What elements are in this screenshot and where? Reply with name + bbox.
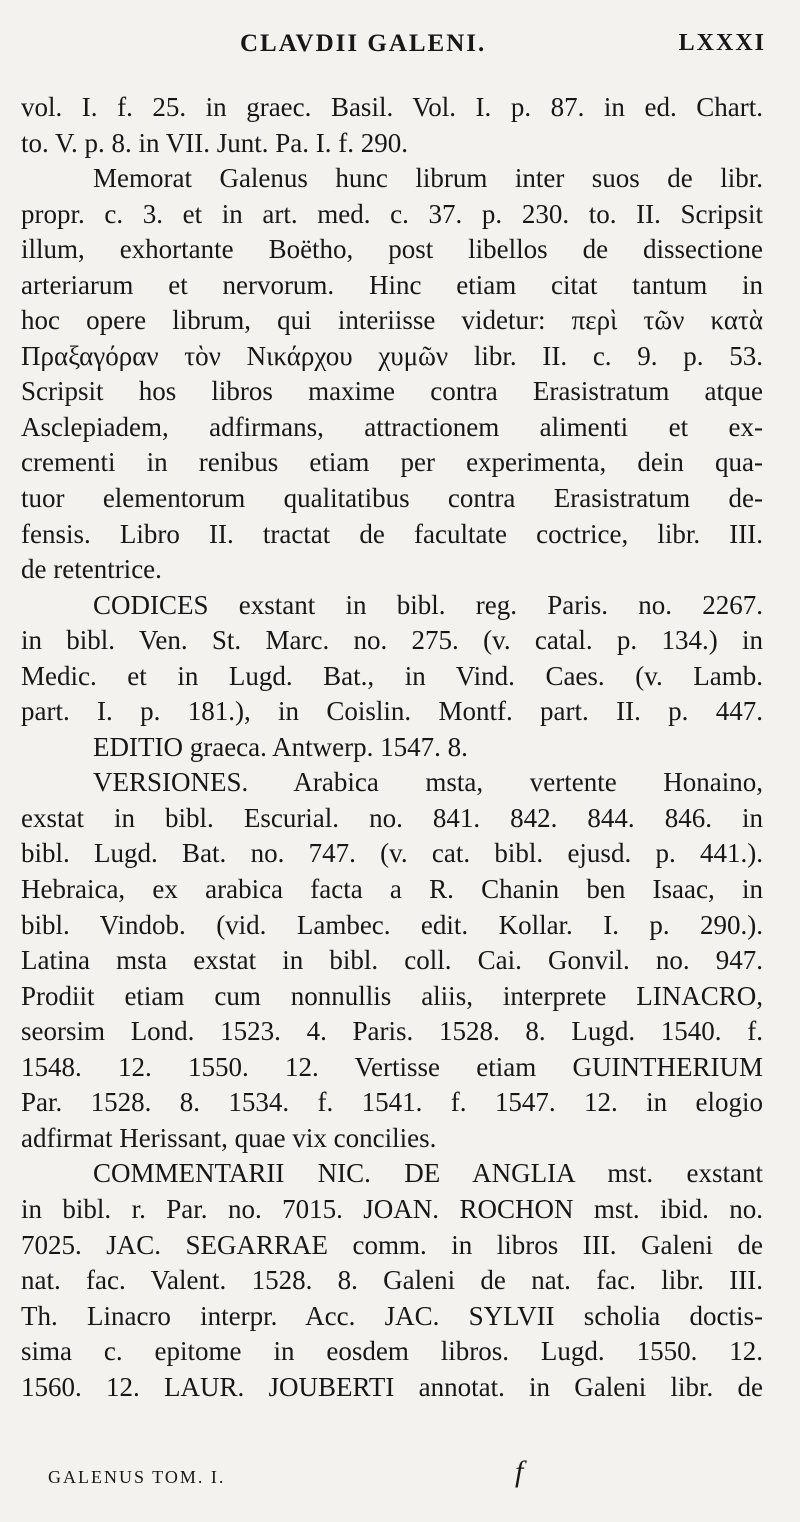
- text-line: seorsim Lond. 1523. 4. Paris. 1528. 8. Lugd. 1540. f.: [21, 1016, 763, 1047]
- text-line: sima c. epitome in eosdem libros. Lugd. 1550. 12.: [21, 1336, 763, 1367]
- text-line: adfirmat Herissant, quae vix concilies.: [21, 1122, 437, 1153]
- text-line: bibl. Vindob. (vid. Lambec. edit. Kollar. I. p. 290.).: [21, 909, 763, 940]
- text-line: COMMENTARII NIC. DE ANGLIA mst. exstant: [93, 1158, 763, 1189]
- text-line: Πραξαγόραν τὸν Νικάρχου χυμῶν libr. II. c. 9. p. 53.: [21, 340, 763, 371]
- text-line: Par. 1528. 8. 1534. f. 1541. f. 1547. 12. in elogio: [21, 1087, 763, 1118]
- running-title: CLAVDII GALENI.: [240, 30, 487, 57]
- text-line: in bibl. Ven. St. Marc. no. 275. (v. catal. p. 134.) in: [21, 625, 763, 656]
- text-line: nat. fac. Valent. 1528. 8. Galeni de nat. fac. libr. III.: [21, 1265, 763, 1296]
- text-line: fensis. Libro II. tractat de facultate coctrice, libr. III.: [21, 518, 763, 549]
- text-line: crementi in renibus etiam per experimenta, dein qua-: [21, 447, 763, 478]
- page-number: LXXXI: [678, 30, 766, 56]
- text-line: hoc opere librum, qui interiisse videtur: περὶ τῶν κατὰ: [21, 305, 763, 336]
- text-line: vol. I. f. 25. in graec. Basil. Vol. I. p. 87. in ed. Chart.: [21, 92, 763, 122]
- body-text: [21, 90, 763, 1405]
- text-line: part. I. p. 181.), in Coislin. Montf. part. II. p. 447.: [21, 696, 763, 727]
- signature-mark: f: [515, 1455, 524, 1488]
- text-line: CODICES exstant in bibl. reg. Paris. no. 2267.: [93, 589, 763, 620]
- text-line: bibl. Lugd. Bat. no. 747. (v. cat. bibl. ejusd. p. 441.).: [21, 838, 763, 869]
- text-line: VERSIONES. Arabica msta, vertente Honaino,: [93, 767, 763, 798]
- text-line: exstat in bibl. Escurial. no. 841. 842. 844. 846. in: [21, 802, 763, 833]
- text-line: tuor elementorum qualitatibus contra Erasistratum de-: [21, 483, 763, 514]
- text-line: Scripsit hos libros maxime contra Erasistratum atque: [21, 376, 763, 407]
- text-line: Th. Linacro interpr. Acc. JAC. SYLVII scholia doctis-: [21, 1300, 763, 1331]
- running-head: [0, 30, 800, 62]
- text-line: 7025. JAC. SEGARRAE comm. in libros III. Galeni de: [21, 1229, 763, 1260]
- text-line: propr. c. 3. et in art. med. c. 37. p. 230. to. II. Scripsit: [21, 198, 763, 229]
- text-line: Prodiit etiam cum nonnullis aliis, interprete LINACRO,: [21, 980, 763, 1011]
- volume-note: GALENUS TOM. I.: [48, 1467, 226, 1487]
- text-line: to. V. p. 8. in VII. Junt. Pa. I. f. 290.: [21, 127, 409, 158]
- text-line: Asclepiadem, adfirmans, attractionem alimenti et ex-: [21, 411, 763, 442]
- text-line: de retentrice.: [21, 554, 162, 585]
- text-line: Hebraica, ex arabica facta a R. Chanin ben Isaac, in: [21, 874, 763, 905]
- text-line: 1548. 12. 1550. 12. Vertisse etiam GUINTHERIUM: [21, 1051, 763, 1082]
- text-line: EDITIO graeca. Antwerp. 1547. 8.: [93, 731, 468, 762]
- text-line: 1560. 12. LAUR. JOUBERTI annotat. in Galeni libr. de: [21, 1371, 763, 1402]
- page-footer: [0, 1455, 800, 1493]
- text-line: in bibl. r. Par. no. 7015. JOAN. ROCHON mst. ibid. no.: [21, 1193, 763, 1224]
- text-line: Memorat Galenus hunc librum inter suos de libr.: [93, 163, 763, 194]
- text-line: Latina msta exstat in bibl. coll. Cai. Gonvil. no. 947.: [21, 945, 763, 976]
- text-line: Medic. et in Lugd. Bat., in Vind. Caes. (v. Lamb.: [21, 660, 763, 691]
- text-line: arteriarum et nervorum. Hinc etiam citat tantum in: [21, 269, 763, 300]
- text-line: illum, exhortante Boëtho, post libellos de dissectione: [21, 234, 763, 265]
